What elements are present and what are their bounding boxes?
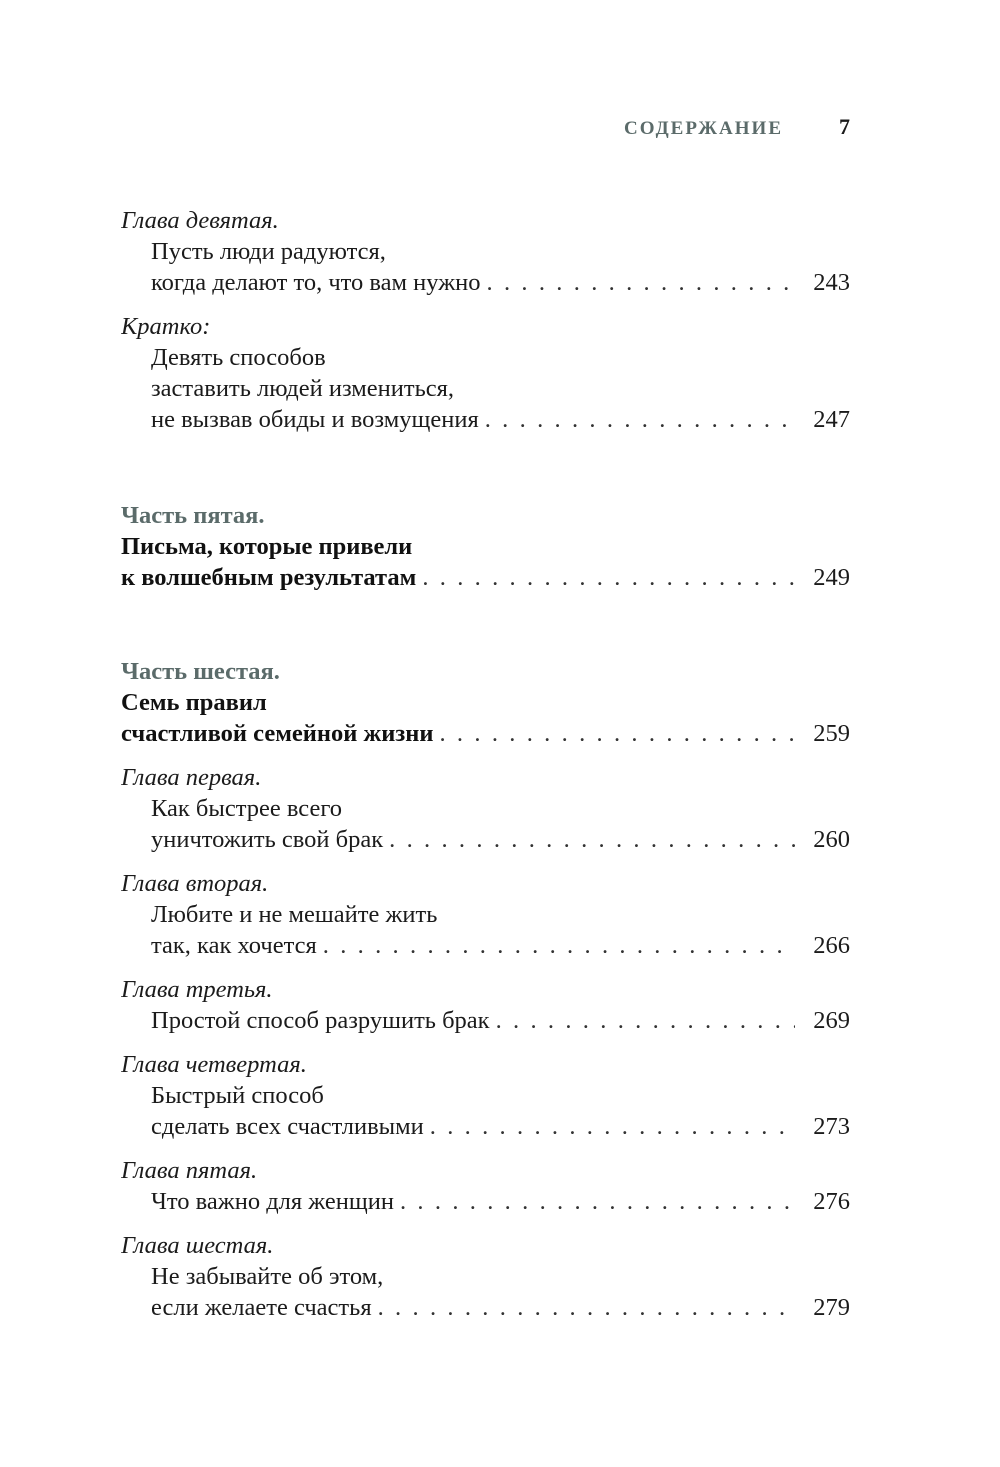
- chapter-title-text: так, как хочется: [151, 932, 317, 959]
- part-label: Часть пятая.: [121, 502, 265, 529]
- toc-entry-chapter-five[interactable]: [121, 1155, 850, 1217]
- summary-title-line: Девять способов: [151, 344, 326, 371]
- toc-entry-summary[interactable]: [121, 311, 850, 435]
- running-title: СОДЕРЖАНИЕ: [624, 118, 783, 139]
- dot-leader: [400, 1186, 795, 1217]
- chapter-label: Глава первая.: [121, 764, 262, 791]
- toc-page-number: 247: [813, 406, 850, 433]
- chapter-title-text: уничтожить свой брак: [151, 826, 384, 853]
- toc-entry-chapter-two[interactable]: [121, 868, 850, 961]
- summary-label: Кратко:: [121, 313, 211, 340]
- toc-entry-chapter-nine[interactable]: [121, 205, 850, 298]
- dot-leader: [487, 267, 796, 298]
- chapter-title-line-leader: [121, 1005, 850, 1036]
- chapter-title-line-leader: [121, 267, 850, 298]
- toc-page-number: 279: [813, 1294, 850, 1321]
- toc-entry-chapter-four[interactable]: [121, 1049, 850, 1142]
- toc-page-number: 266: [813, 932, 850, 959]
- chapter-label: Глава шестая.: [121, 1232, 274, 1259]
- dot-leader: [422, 562, 795, 593]
- chapter-title-line: Быстрый способ: [151, 1082, 324, 1109]
- chapter-title-line-leader: [121, 930, 850, 961]
- dot-leader: [323, 930, 796, 961]
- chapter-title-line: Пусть люди радуются,: [151, 238, 386, 265]
- toc-page-number: 249: [813, 564, 850, 591]
- chapter-title-line: Не забывайте об этом,: [151, 1263, 384, 1290]
- dot-leader: [389, 824, 795, 855]
- part-title-line-leader: [121, 562, 850, 593]
- chapter-title-line: Как быстрее всего: [151, 795, 343, 822]
- toc-entry-chapter-one[interactable]: [121, 762, 850, 855]
- dot-leader: [439, 718, 795, 749]
- chapter-title-line: Любите и не мешайте жить: [151, 901, 438, 928]
- toc-entry-chapter-six[interactable]: [121, 1230, 850, 1323]
- chapter-label: Глава пятая.: [121, 1157, 258, 1184]
- chapter-title-line-leader: [121, 1111, 850, 1142]
- toc-page-number: 259: [813, 720, 850, 747]
- toc-page-number: 269: [813, 1007, 850, 1034]
- chapter-label: Глава третья.: [121, 976, 273, 1003]
- summary-title-text: не вызвав обиды и возмущения: [151, 406, 479, 433]
- toc-entry-part-five[interactable]: [121, 500, 850, 593]
- toc-page-number: 260: [813, 826, 850, 853]
- part-label: Часть шестая.: [121, 658, 280, 685]
- toc-entry-part-six[interactable]: [121, 656, 850, 749]
- chapter-label: Глава вторая.: [121, 870, 269, 897]
- summary-title-line-leader: [121, 404, 850, 435]
- chapter-title-line-leader: [121, 824, 850, 855]
- dot-leader: [496, 1005, 796, 1036]
- chapter-label: Глава четвертая.: [121, 1051, 307, 1078]
- chapter-title-line-leader: [121, 1186, 850, 1217]
- part-title-text: счастливой семейной жизни: [121, 720, 434, 747]
- toc-entry-chapter-three[interactable]: [121, 974, 850, 1036]
- toc-page-number: 243: [813, 269, 850, 296]
- toc-page-number: 276: [813, 1188, 850, 1215]
- summary-title-line: заставить людей измениться,: [151, 375, 455, 402]
- dot-leader: [485, 404, 796, 435]
- dot-leader: [378, 1292, 796, 1323]
- page-number: 7: [839, 114, 850, 139]
- chapter-label: Глава девятая.: [121, 207, 279, 234]
- chapter-title-text: когда делают то, что вам нужно: [151, 269, 481, 296]
- dot-leader: [430, 1111, 796, 1142]
- chapter-title-text: если желаете счастья: [151, 1294, 372, 1321]
- chapter-title-line-leader: [121, 1292, 850, 1323]
- part-title-line-leader: [121, 718, 850, 749]
- toc-page-number: 273: [813, 1113, 850, 1140]
- part-title-line: Семь правил: [121, 689, 267, 716]
- chapter-title-text: Простой способ разрушить брак: [151, 1007, 490, 1034]
- chapter-title-text: Что важно для женщин: [151, 1188, 394, 1215]
- part-title-line: Письма, которые привели: [121, 533, 413, 560]
- part-title-text: к волшебным результатам: [121, 564, 417, 591]
- chapter-title-text: сделать всех счастливыми: [151, 1113, 424, 1140]
